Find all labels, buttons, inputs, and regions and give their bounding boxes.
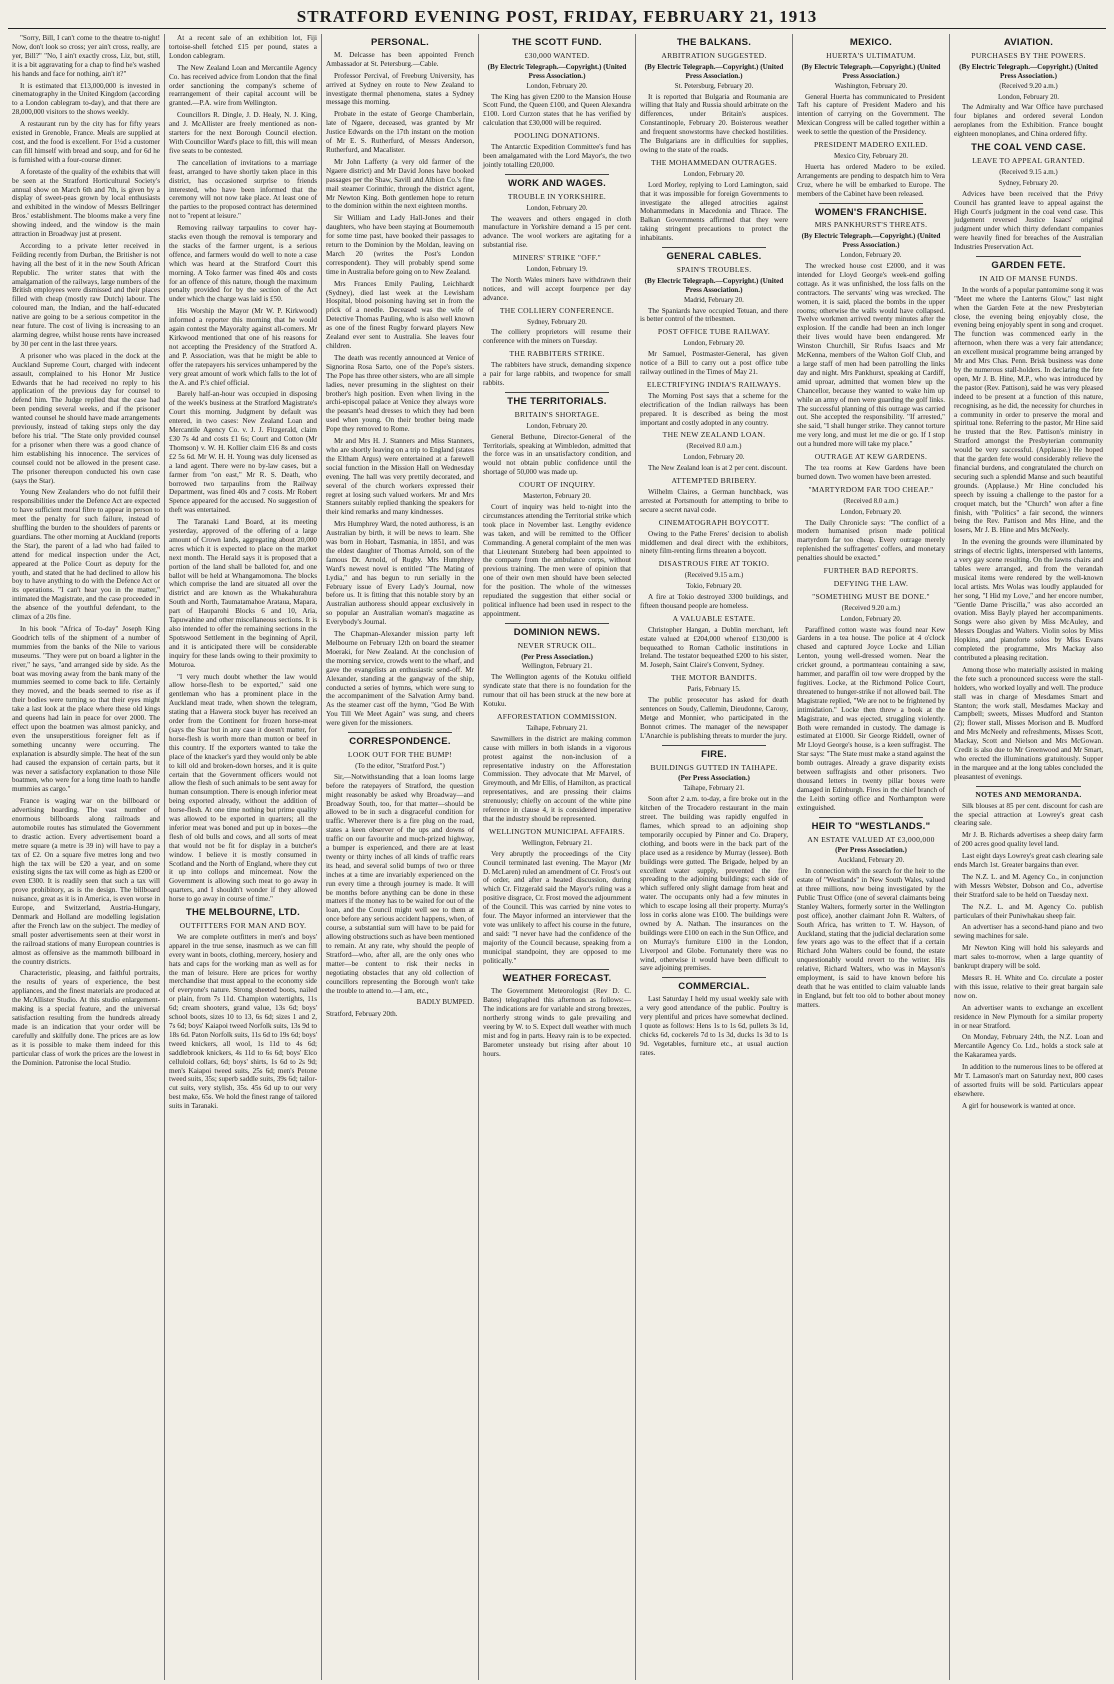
paragraph: Removing railway tarpaulins to cover hay-stacks even though the removal is temporary and the stacks of the farmer urgent, is a serious offence, and farmers would do well to note a case which was heard at the Stratford Court this morning. A Toko farmer was fined 40s and costs for an offence of this nature, though the maximum penalty provided for by the section of the Act under which the charge was laid is £50. xyxy=(169,224,317,304)
paragraph: France is waging war on the billboard or advertising hoarding. The vast number of enormous billboards along railroads and automobile routes has stimulated the Government to drastic action. Every advertisement board a metre square (a metre is 39 in) will have to pay a tax of £2. On a square five metres long and two high the tax will be £20 a year, and on some existing signs the tax will come as high as £200 or even £300. It is readily seen that such a tax will prove prohibitory, as is the design. The billboard nuisance, great as it is in America, is even worse in Europe, and Switzerland, Austria-Hungary, Denmark and Holland are modelling legislation after the French law on the subject. The medley of small poster advertisements seen at their worst in the railroad stations of many European countries is almost as offensive as the mammoth billboard in the country districts. xyxy=(12,797,160,966)
paragraph: A restaurant run by the city has for fifty years existed in Grenoble, France. Meals are supplied at cost, and the food is excellent. For 1½d a customer can fill himself with bread and soup, and for 6d he is furnished with a four-course dinner. xyxy=(12,120,160,164)
paragraph: Among those who materially assisted in making the fete such a pronounced success were the stall-holders, who worked loyally and well. The produce stall was in charge of Mesdames Smart and Stanton; the work stall, Mesdames Mackay and Campbell; sweets, Misses Mudford and Stanton (2); flower stall, Misses Morison and B. Mudford and Mrs McNeely and refreshments, Misses Scott, Mackay, Scott and Nielson and Mrs McGowan. Credit is also due to Mr Greenwood and Mr Smart, who erected the illuminations gratuitously. Supper in the marquee and at the long tables concluded the pleasantest of evenings. xyxy=(954,665,1103,781)
article-title: THE COLLIERY CONFERENCE. xyxy=(499,305,615,315)
paragraph: The wrecked house cost £2000, and it was intended for Lloyd George's week-end golfing cottage. As it was unfinished, the loss falls on the contractors. The servants' wing was wrecked. The women, it is said, placed the bombs in the upper rooms; otherwise the walls would have collapsed. Twelve workmen arrived twenty minutes after the explosion. If the candle had been an inch longer their lives would have been endangered. Mr Winston Churchill, Sir Rufus Isaacs and Mr McKenna, members of the Walton Golf Club, and a large staff of men had been patrolling the links day and night. Mrs Pankhurst, speaking at Cardiff, amid uproar, admitted that women blew up the Chancellor, because they wanted to wake him up while an army of men were guarding the golf links. The successful planning of this outrage was carried out. She accepted the responsibility. "If arrested," she said, "I shall hunger strike. They cannot torture me very long, and must let me die or go. If I stop out a hundred more will take my place." xyxy=(797,262,945,449)
paragraph: Soon after 2 a.m. to-day, a fire broke out in the kitchen of the Trocadero restaurant in the main street. The building was rapidly engulfed in flames, which spread to an adjoining shop temporarily occupied by Pinner and Co. Drapery, clothing, and boots were in the back part of the place used as a residence by Murray (lessee). Both buildings were gutted. The Brigade, helped by an excellent water supply, prevented the fire spreading to the adjoining buildings; each side of which suffered only slight damage from heat and water. The occupants only had a few minutes in which to escape losing all their property. Murray's loss in corks alone was £100. The buildings were owned by A. Nathan. The insurances on the buildings were £100 on each in the Sun Office, and on Murray's furniture £100 in the London, Liverpool and Globe. Fortunately there was no wind, otherwise it would have been difficult to save adjoining premises. xyxy=(640,795,788,973)
paragraph: The Taranaki Land Board, at its meeting yesterday, approved of the offering of a large amount of Crown lands, aggregating about 20,000 acres which it is expected to place on the market next month. The Herald says it is proposed that a portion of the land shall be balloted for, and one ballot will be held at Whangamomona. The blocks which comprise the land are situated all over the district and are known as the Whakahurahura South and North, Taumatamahoe Arataua, Mapara, part of Hauparohi Blocks 6 and 10, Aria, Tapuwahine and other miscellaneous sections. It is also intended to offer the remaining sections in the Spotswood Settlement in the beginning of April, and it is anticipated there will be considerable inquiry for these lands owing to their proximity to Moturoa. xyxy=(169,518,317,669)
dateline: London, February 20. xyxy=(840,614,902,623)
paragraph: Young New Zealanders who do not fulfil their responsibilities under the Defence Act are expected to have sufficient moral fibre to appear in person to meet the penalty for such failure, instead of shuffling the burden to the shoulders of parents or guardians. The other morning at Auckland (reports the Star), the parent of a lad who had failed to attend for medical inspection under the Act, appeared at the Police Court as deputy for the youth, and stated that he had declined to allow his boy to have anything to do with the Defence Act or its operations. "I can't hear you in the matter," intimated the Magistrate, and the case proceeded in the absence of the youthful defendant, to the climax of a 20s fine. xyxy=(12,488,160,622)
paragraph: It is reported that Bulgaria and Roumania are willing that Italy and Russia should arbitrate on the differences, under Britain's auspices. Constantinople, February 20. Boisterous weather and frequent snowstorms have checked hostilities. The Bulgarians are in difficulties for supplies, owing to the state of the roads. xyxy=(640,92,788,154)
section-heading: WEATHER FORECAST. xyxy=(502,973,612,985)
dateline: London, February 19. xyxy=(526,265,588,274)
note-item: Mr Newton King will hold his saleyards and mart sales to-morrow, when a large quantity of bankrupt drapery will be sold. xyxy=(954,944,1103,971)
article-title: HUERTA'S ULTIMATUM. xyxy=(826,50,916,60)
section-heading: HEIR TO "WESTLANDS." xyxy=(811,820,931,832)
article-title: LEAVE TO APPEAL GRANTED. xyxy=(972,155,1085,165)
divider xyxy=(348,732,452,733)
dateline: London, February 20. xyxy=(683,453,745,462)
note-item: An advertiser wants to exchange an excellent residence in New Plymouth for a similar property in or near Stratford. xyxy=(954,1003,1103,1030)
dateline: London, February 20. xyxy=(840,251,902,260)
divider xyxy=(976,256,1081,257)
divider xyxy=(976,786,1081,787)
note-item: Mr J. B. Richards advertises a sheep dairy farm of 200 acres good quality level land. xyxy=(954,831,1103,849)
note-item: In addition to the numerous lines to be offered at Mr T. Lamason's mart on Saturday next, 800 cases of assorted fruits will be sold. Particulars appear elsewhere. xyxy=(954,1063,1103,1098)
divider xyxy=(505,623,609,624)
section-heading: THE SCOTT FUND. xyxy=(512,37,602,48)
dateline: Wellington, February 21. xyxy=(521,662,593,671)
dateline: (Received 8.0 a.m.) xyxy=(843,496,899,505)
paragraph: Very abruptly the proceedings of the City Council terminated last evening. The Mayor (Mr D. McLaren) ruled an amendment of Cr. Frost's out of order, and after a heated discussion, during which Cr. Fitzgerald said the Mayor's ruling was a positive disgrace, Cr. Frost moved the adjournment of the Council. This was carried by nine votes to four. The Mayor informed an interviewer that the vote was unlikely to affect his course in the future, and said: "I never have had the confidence of the majority of the Council because, speaking from a municipal standpoint, they are opposed to me politically." xyxy=(483,849,631,965)
column-1 xyxy=(8,34,165,1680)
paragraph: The Morning Post says that a scheme for the electrification of the Indian railways has been prepared. It is described as being the most important and costly adopted in any country. xyxy=(640,391,788,427)
article-title: BUILDINGS GUTTED IN TAIHAPE. xyxy=(650,762,778,772)
dateline: (Received 9.20 a.m.) xyxy=(999,81,1058,90)
paragraph: Mr and Mrs H. J. Stanners and Miss Stanners, who are shortly leaving on a trip to England (states the Eltham Argus) were entertained at a farewell social function in the Mission Hall on Wednesday evening. The hall was very prettily decorated, and several of the church workers expressed their regret at losing such valued workers. Mr and Mrs Stanners suitably replied thanking the speakers for their kind remarks and many kindnesses. xyxy=(326,437,474,517)
section-heading: WOMEN'S FRANCHISE. xyxy=(814,206,928,218)
article-title: £30,000 WANTED. xyxy=(524,50,590,60)
paragraph: In his book "Africa of To-day" Joseph King Goodrich tells of the shipment of a number of mummies from the banks of the Nile to various museums. "They were put on board a lighter in the river," he says, "and arranged side by side. As the boat was moving away from the bank many of the mummies seemed to come back to life. Certainly they moved, and the beads seemed to rise as if their bodies were turning so that their eyes might take a last look at the place where these old kings and queens had lain in peace for over 2000. The effect upon the boatmen was almost panicky, and even the unsuperstitious foreigner felt as if something uncanny were occurring. The explanation is absurdly simple. The heat of the sun had caused the expansion of certain parts, but it was never a satisfactory explanation to those Nile boatmen, who were for a long time loath to handle mummies as cargo." xyxy=(12,625,160,794)
dateline: (Received 9.20 a.m.) xyxy=(841,603,901,612)
paragraph: Lord Morley, replying to Lord Lamington, said that it was impossible for foreign Governments to investigate the alleged atrocities against Mohammedans in Macedonia and Thrace. The Balkan Governments affirmed that they were taking stringent precautions to protect the inhabitants. xyxy=(640,180,788,243)
masthead: STRATFORD EVENING POST, FRIDAY, FEBRUARY 21, 1913 xyxy=(8,6,1106,29)
paragraph: Owing to the Pathe Freres' decision to abolish middlemen and deal direct with the exhibitors, ninety film-renting firms threaten a boycott. xyxy=(640,529,788,556)
paragraph: The weavers and others engaged in cloth manufacture in Yorkshire demand a 15 per cent. advance. The wool workers are agitating for a substantial rise. xyxy=(483,214,631,250)
dateline: St. Petersburg, February 20. xyxy=(674,81,754,90)
paragraph: Mrs Frances Emily Pauling, Leichhardt (Sydney), died last week at the Lewisham Hospital, blood poisoning having set in from the prick of a needle. Deceased was the wife of Detective Thomas Pauling, who is also well known as one of the finest Rugby forward players New Zealand ever sent to Australia. She leaves four children. xyxy=(326,279,474,350)
note-item: Silk blouses at 85 per cent. discount for cash are the special attraction at Lowrey's great cash clearing sale. xyxy=(954,801,1103,828)
article-title: DISASTROUS FIRE AT TOKIO. xyxy=(658,559,770,569)
dateline: (Received 8.0 a.m.) xyxy=(686,442,742,451)
dateline: Mexico City, February 20. xyxy=(833,151,908,160)
dateline: Madrid, February 20. xyxy=(684,295,744,304)
article-title: COURT OF INQUIRY. xyxy=(518,480,596,490)
article-title: DEFYING THE LAW. xyxy=(833,578,909,588)
section-heading: FIRE. xyxy=(701,748,727,760)
paragraph: Councillors R. Dingle, J. D. Healy, N. J. King, and J. McAllister are freely mentioned as non-starters for the next Borough Council election. With Councillor Ward's place to fill, this will mean five seats to be contested. xyxy=(169,111,317,155)
paragraph: The death was recently announced at Venice of Signorina Rosa Sarto, one of the Pope's sisters. The Pope has three other sisters, who are all simple ladies, never presuming in the slightest on their brother's high position. Even when living in the archi-episcopal palace at Venice they always wore the peasant's head dresses to which they had been used when young. On their brother being made Pope they removed to Rome. xyxy=(326,353,474,434)
byline: (By Electric Telegraph.—Copyright.) (United Press Association.) xyxy=(801,62,941,80)
paragraph: "I very much doubt whether the law would allow horse-flesh to be exported," said one gentleman who has a prominent place in the Auckland meat trade, when shown the telegram, stating that a Hawera stock buyer has received an order from the Continent for frozen horse-meat (says the Star but in any case it doesn't matter, for horse-flesh is worth more than mutton or beef in this country. If the exporters wanted to take the place of the knacker's yard they would only be able to kill old and broken-down horses, and it is quite certain that the Government officers would not allow the flesh of such animals to be sent away for human consumption. There is enough inferior meat being exported already, without the addition of horse-flesh. At one time nothing but prime quality was allowed to be exported in quarters; all the inferior meat was boned and put up in boxes—the flesh of old bulls and cows, and all sorts of meat that would not be fit for display in a butcher's window. I believe it is mostly consumed in Scotland and the North of England, where they cut it up into collops and mincemeat. Now the Government is allowing such meat to go away in quarters, and I shouldn't wonder if they allowed horse to go away in course of time." xyxy=(169,672,317,904)
paragraph: Mrs Humphrey Ward, the noted authoress, is an Australian by birth, it will be news to learn. She was born in Hobart, Tasmania, in 1851, and was the eldest daughter of Thomas Arnold, son of the famous Dr. Arnold, of Rugby. Mrs Humphrey Ward's newest novel is entitled "The Mating of Lydia," and has begun to run serially in the February issue of Every Lady's Journal, now before us. It is fitting that this notable story by an Australian authoress should appear exclusively in so popular an Australian woman's magazine as Everybody's Journal. xyxy=(326,520,474,627)
paragraph: Court of inquiry was held to-night into the circumstances attending the Territorial strike which took place in November last. Lengthy evidence was taken, and will be remitted to the Officer Commanding. A general complaint of the men was that Lieutenant Stuteberg had been appointed to the company from the ambulance corps, without previous training. The men were of opinion that one of their own men should have been selected for the position. The whole of the witnesses repudiated the suggestion that either social or political influence had been used in respect to the appointment. xyxy=(483,502,631,618)
paragraph: The tea rooms at Kew Gardens have been burned down. Two women have been arrested. xyxy=(797,463,945,481)
paragraph: Barely half-an-hour was occupied in disposing of the week's business at the Stratford Magistrate's Court this morning. Judgment by default was entered, in two cases: New Zealand Loan and Mercantile Agency Co. v. J. J. Fitzgerald, claim £30 7s 4d and costs £1 6s; Court and Cotton (Mr Thomson) v. W. H. Kollier claim £16 8s and costs £2 5s 6d. Mr W. H. H. Young was duly licensed as a land agent. There were no by-law cases, but a farmer from "on east," Mr R. S. Death, who borrowed two tarpaulins from the Railway Department, was fined 40s and 7 costs. Mr Robert Spence appeared for the accused. No suggestion of theft was entertained. xyxy=(169,390,317,515)
dateline: London, February 20. xyxy=(526,81,588,90)
paragraph: We are complete outfitters in men's and boys' apparel in the true sense, inasmuch as we can fill every want in boots, clothing, mercery, hosiery and hats and caps for the working man as well as for the man of leisure. Here are prices for worthy merchandise that must appeal to the economy side of everyone's nature. Strong sheeted boots, nailed or plain, from 7s 11d. Champion watertights, 11s 6d; cream shooters, grand value, 13s 6d; boys' school boots, sizes 10 to 13, 6s 6d; sizes 1 and 2, 7s 6d; boys' Kaiapoi tweed Norfolk suits, 13s 9d to 18s 6d. Paton Norfolk suits, 11s 6d to 19s 6d; boys' tweed knickers, all wool, 1s 11d to 4s 6d; saddlebrook knickers, 4s 11d to 6s 6d; boys' Elco celluloid collars, 6d; boys' shirts, 1s 6d to 2s 9d; men's Kaiapoi tweed suits, 25s 6d; men's Petone tweed suits, 35s; superb saddle suits, 39s 6d; tailor-cut suits, very stylish, 35s. 45s 6d up to our very best make, 65s. We hold the finest range of tailored suits in Taranaki. xyxy=(169,932,317,1111)
byline: (Per Press Association.) xyxy=(521,652,593,661)
dateline: London, February 20. xyxy=(840,507,902,516)
article-title: OUTRAGE AT KEW GARDENS. xyxy=(814,452,928,462)
paragraph: A foretaste of the quality of the exhibits that will be seen at the Stratford Horticultural Society's annual show on March 6th and 7th, is given by a display of sweet-peas grown by local enthusiasts and exhibited in the window of Messrs Bellringer Bros.' establishment. The blooms make a very fine showing indeed, and the window is the main attraction in Broadway just at present. xyxy=(12,167,160,239)
columns xyxy=(8,34,1106,1680)
paragraph: Sawmillers in the district are making common cause with millers in both islands in a vigorous protest against the non-inclusion of a representative industry on the Afforestation Commission. They advocate that Mr Marvel, of Greymouth, and Mr Ellis, of Hamilton, as practical representatives, and are pressing their claims strenuously; chiefly on account of the white pine reference in clause 4, it is considered imperative that the industry should be represented. xyxy=(483,734,631,823)
article-title: IN AID OF MANSE FUNDS. xyxy=(979,273,1078,283)
paragraph: Mr John Lafferty (a very old farmer of the Ngaere district) and Mr David Jones have booked passages per the Shaw, Savill and Albion Co.'s fine mail steamer Corinthic, through the district agent, Mr Newton King. Both gentlemen hope to return to the dominion within the next eighteen months. xyxy=(326,157,474,211)
paragraph: Probate in the estate of George Chamberlain, late of Ngaere, deceased, was granted by Mr Justice Edwards on the 17th instant on the motion of Mr E. S. Rutherfurd, of Messrs Anderson, Rutherfurd, and Macalister. xyxy=(326,110,474,154)
byline: (By Electric Telegraph.—Copyright.) (United Press Association.) xyxy=(644,276,784,294)
divider xyxy=(505,174,609,175)
paragraph: Paraffined cotton waste was found near Kew Gardens in a tea house. The police at 4 o'clock chased and captured Joyce Locke and Lilian Lenton, young well-dressed women. Near the cricket ground, a portmanteau containing a saw, hammer, and paraffin oil tow were dropped by the fugitives. Locke, at the Richmond Police Court, threatened to hunger-strike if not allowed bail. The Magistrate replied, "We are not to be frightened by intimidation." Locke then threw a book at the Magistrate, and was ejected, struggling violently. Both were remanded in custody. The damage is estimated at £1000. Sir George Riddell, owner of Mr Lloyd George's house, is a keen suffragist. The Star says: "The State must make a stand against the bomb outrages. Already a grave disparity exists between suffragists and other prisoners. Two thousand letters in twenty pillar boxes were damaged in Edinburgh. Fires in the chief branch of the Leith sorting office and Northampton were extinguished. xyxy=(797,625,945,812)
paragraph: The rabbiters have struck, demanding sixpence a pair for large rabbits, and twopence for small rabbits. xyxy=(483,361,631,387)
paragraph: Wilhelm Claires, a German hunchback, was arrested at Portsmouth for attempting to bribe to secure a secret naval code. xyxy=(640,487,788,514)
column-7 xyxy=(950,34,1107,1680)
letter-signature: BADLY BUMPED. xyxy=(416,998,474,1007)
dateline: London, February 20. xyxy=(526,421,588,430)
dateline: Paris, February 15. xyxy=(687,685,741,694)
article-title: POOLING DONATIONS. xyxy=(514,131,600,141)
article-title: PURCHASES BY THE POWERS. xyxy=(971,50,1086,60)
paragraph: In the words of a popular pantomime song it was "Meet me where the Lanterns Glow," last night when the Garden Fete at the new Presbyterian close, the evening being enjoyably close, the evening being enjoyably spent in song and croquet. The function was commenced early in the afternoon, when there was a very fair attendance; an excellent musical programme being arranged by Mr and Mrs Chas. Penn. Brisk business was done by the numerous stall-holders. In declaring the fete open, Mr J. B. Hine, M.P., who was introduced by the pastor (Rev. Pattison), said he was very pleased indeed to be present at a function of this nature, recognising, as he did, the necessity for churches in a community in order to preserve the moral and spiritual tone. Referring to the pastor, Mr Hine said he trusted that the Rev. Pattison's ministry in Stratford amongst the Presbyterian community would be very successful. (Applause.) He hoped that the garden fete would considerably relieve the financial burdens, and congratulated the church on securing such a splendid Manse and such beautiful grounds. (Applause.) Mr Hine concluded his speech by issuing a challenge to the pastor for a croquet match, but the "Church" won after a fine finish, with "Politics" a fair second, the winners being the Rev. Pattison and Mrs Hine, and the losers, Mr J. B. Hine and Mrs McNeely. xyxy=(954,285,1103,535)
paragraph: Sir William and Lady Hall-Jones and their daughters, who have been staying at Bournemouth for some time past, have booked their passages to return to the Dominion by the Moldan, leaving on March 20 (writes the Post's London correspondent). They will probably spend some time in Australia before going on to New Zealand. xyxy=(326,214,474,276)
byline: (By Electric Telegraph.—Copyright.) (United Press Association.) xyxy=(487,62,627,80)
paragraph: Professor Percival, of Freeburg University, has arrived at Sydney en route to New Zealand to investigate thermal phenomena, states a Sydney message this morning. xyxy=(326,71,474,107)
dateline: (Received 9.15 a.m.) xyxy=(684,571,744,580)
article-title: MRS PANKHURST'S THREATS. xyxy=(814,220,928,230)
note-item: Last eight days Lowrey's great cash clearing sale ends March 1st. Greater bargains than ever. xyxy=(954,852,1103,870)
article-title: CINEMATOGRAPH BOYCOTT. xyxy=(658,517,770,527)
article-title: NEVER STRUCK OIL. xyxy=(517,640,597,650)
dateline: Sydney, February 20. xyxy=(998,178,1059,187)
divider xyxy=(819,817,923,818)
dateline: London, February 20. xyxy=(683,339,745,348)
note-item: An advertiser has a second-hand piano and two sewing machines for sale. xyxy=(954,923,1103,941)
note-item: The N.Z. L. and M. Agency Co., in conjunction with Messrs Webster, Dobson and Co., advertise their Stratford sale to be held on Tuesday next. xyxy=(954,872,1103,899)
dateline: Washington, February 20. xyxy=(834,81,908,90)
article-title: WELLINGTON MUNICIPAL AFFAIRS. xyxy=(489,826,625,836)
dateline: Taihape, February 21. xyxy=(526,723,588,732)
section-heading: THE COAL VEND CASE. xyxy=(971,142,1086,154)
note-item: Messrs R. H. White and Co. circulate a poster with this issue, relative to their great bargain sale now on. xyxy=(954,974,1103,1000)
article-title: LOOK OUT FOR THE BUMP! xyxy=(347,749,453,759)
paragraph: It is estimated that £13,000,000 is invested in cinematography in the United Kingdom (according to a London cablegram to-day), and that there are 28,000,000 visitors to the shows weekly. xyxy=(12,81,160,117)
divider xyxy=(662,977,766,978)
article-title: ARBITRATION SUGGESTED. xyxy=(661,50,767,60)
article-title: THE RABBITERS STRIKE. xyxy=(509,349,605,359)
section-heading: DOMINION NEWS. xyxy=(513,626,601,638)
section-heading: NOTES AND MEMORANDA. xyxy=(975,789,1082,799)
dateline: Sydney, February 20. xyxy=(527,317,587,326)
paragraph: The Spaniards have occupied Tetuan, and there is better control of the tribesmen. xyxy=(640,306,788,324)
divider xyxy=(819,203,923,204)
dateline: London, February 20. xyxy=(683,169,745,178)
article-title: THE MOHAMMEDAN OUTRAGES. xyxy=(651,157,777,167)
article-title: MINERS' STRIKE "OFF." xyxy=(512,253,602,263)
byline: (By Electric Telegraph.—Copyright.) (United Press Association.) xyxy=(801,232,941,250)
paragraph: General Bethune, Director-General of the Territorials, speaking at Wimbledon, admitted that the force was in an unsatisfactory condition, and would not obtain public confidence until the shortage of 50,000 was made up. xyxy=(483,432,631,477)
column-4 xyxy=(479,34,636,1680)
note-item: On Monday, February 24th, the N.Z. Loan and Mercantile Agency Co. Ltd., holds a stock sale at the Kakaramea yards. xyxy=(954,1033,1103,1060)
paragraph: Mr Samuel, Postmaster-General, has given notice of a Bill to carry out a post office tube railway outlined in the Times of May 21. xyxy=(640,350,788,376)
dateline: (Received 9.15 a.m.) xyxy=(999,167,1058,176)
section-heading: MEXICO. xyxy=(849,37,893,48)
section-heading: CORRESPONDENCE. xyxy=(349,736,451,748)
paragraph: A prisoner who was placed in the dock at the Auckland Supreme Court, charged with indecent assault, complained to his Honor Mr Justice Edwards that he had received no reply to his application of the previous day for counsel to defend him. The Judge replied that the case had been pending several weeks, and if the prisoner wanted counsel he should have made arrangements previously, instead of taking steps only the day before his trial. "The State only provided counsel for a prisoner when there was a good chance of him establishing his innocence. The services of counsel could not be allowed in the present case. The prisoner thereupon conducted his own case (says the Star). xyxy=(12,351,160,485)
dateline: London, February 20. xyxy=(997,92,1060,101)
paragraph: The Admiralty and War Office have purchased four biplanes and ordered several London aeroplanes from the Exhibition. France bought eighteen monoplanes, and China ordered fifty. xyxy=(954,103,1103,139)
divider xyxy=(505,392,609,393)
paragraph: Huerta has ordered Madero to be exiled. Arrangements are pending to despatch him to Vera Cruz, where he will be embarked to Europe. The members of the Cabinet have been released. xyxy=(797,162,945,198)
dateline: Masterton, February 20. xyxy=(523,492,591,501)
section-heading: GARDEN FETE. xyxy=(991,260,1066,272)
paragraph: According to a private letter received in Feilding recently from Durban, the Britisher is not having all the best of it in the new South African Republic. The writer states that with the amalgamation of the railways, large numbers of the British employees were dismissed and their places filled with cheap (mostly raw Dutch) labour. The coloured man, the Indian, and the half-educated native are going to be a serious competitor in the near future. The cost of living is increasing to an alarming degree, whilst house rents have increased by 30 per cent in the last three years. xyxy=(12,241,160,348)
dateline: Tokio, February 20. xyxy=(686,582,742,591)
letter-date: Stratford, February 20th. xyxy=(326,1010,398,1019)
column-2 xyxy=(165,34,322,1680)
byline: (By Electric Telegraph.—Copyright.) (United Press Association.) xyxy=(959,62,1098,80)
divider xyxy=(662,247,766,248)
section-heading: THE BALKANS. xyxy=(676,37,752,48)
paragraph: A fire at Tokio destroyed 3300 buildings, and fifteen thousand people are homeless. xyxy=(640,593,788,610)
paragraph: The Wellington agents of the Kotuku oilfield syndicate state that there is no foundation for the rumour that oil has been struck at the new bore at Kotuku. xyxy=(483,673,631,709)
article-title: A VALUABLE ESTATE. xyxy=(672,613,756,623)
paragraph: The Chapman-Alexander mission party left Melbourne on February 12th on board the steamer Moeraki, for New Zealand. At the conclusion of the morning service, crowds went to the wharf, and gave the evangelists an enthusiastic send-off. Mr Alexander, standing at the gangway of the ship, conducted a series of hymns, which were sung to the accompaniment of the Salvation Army band. As the steamer cast off the hymn, "God Be With You Till We Meet Again" was sung, and cheers were given for the missioners. xyxy=(326,630,474,728)
byline: (Per Press Association.) xyxy=(678,774,750,783)
paragraph: The King has given £200 to the Mansion House Scott Fund, the Queen £100, and Queen Alexandra £100. Lord Curzon states that he has verified by calculation that £30,000 will be required. xyxy=(483,92,631,128)
section-heading: WORK AND WAGES. xyxy=(507,177,607,189)
paragraph: General Huerta has communicated to President Taft his capture of President Madero and his intention of carrying on the Government. The Mexican Congress will be called together within a week to settle the question of the Presidency. xyxy=(797,92,945,137)
paragraph: "Sorry, Bill, I can't come to the theatre to-night! Now, don't look so cross; yer ain't cross, really, are yer, Bill?" "No, I ain't exactly cross, Liz, but, still, it is a bit aggravating for a chap to find he's washed his hands and face for nothing, ain't it?" xyxy=(12,34,160,78)
article-title: BRITAIN'S SHORTAGE. xyxy=(514,409,600,419)
byline: (Per Press Association.) xyxy=(835,846,907,855)
article-title: POST OFFICE TUBE RAILWAY. xyxy=(657,327,771,337)
divider xyxy=(505,969,609,970)
article-title: ELECTRIFYING INDIA'S RAILWAYS. xyxy=(646,379,782,389)
paragraph: The Government Meteorologist (Rev D. C. Bates) telegraphed this afternoon as follows:— The indications are for variable and strong breezes, northerly strong winds to gale prevailing and veering by W. to S. Expect dull weather with much mist and fog in parts. Heavy rain is to be expected. Barometer unsteady but rising after about 10 hours. xyxy=(483,987,631,1058)
paragraph: The North Wales miners have withdrawn their notices, and will accept fourpence per day advance. xyxy=(483,275,631,302)
paragraph: M. Delcasse has been appointed French Ambassador at St. Petersburg.—Cable. xyxy=(326,50,474,68)
paragraph: His Worship the Mayor (Mr W. P. Kirkwood) informed a reporter this morning that he would again contest the Mayoralty against all-comers. Mr Kirkwood mentioned that one of his reasons for not accepting the Presidency of the Stratford A. and P. Association, was that he might be able to offer the ratepayers his services unhampered by the very great amount of work which falls to the lot of the A. and P.'s chief official. xyxy=(169,307,317,387)
article-title: "MARTYRDOM FAR TOO CHEAP." xyxy=(808,484,934,494)
article-title: THE NEW ZEALAND LOAN. xyxy=(662,430,766,440)
section-heading: PERSONAL. xyxy=(370,37,430,48)
byline: (By Electric Telegraph.—Copyright.) (United Press Association.) xyxy=(644,62,784,80)
section-heading: THE TERRITORIALS. xyxy=(507,395,607,407)
article-title: SPAIN'S TROUBLES. xyxy=(676,264,752,274)
article-title: ATTEMPTED BRIBERY. xyxy=(671,476,757,486)
section-heading: AVIATION. xyxy=(1003,37,1054,48)
dateline: London, February 20. xyxy=(526,203,588,212)
paragraph: Last Saturday I held my usual weekly sale with a very good attendance of the public. Poultry is very plentiful and prices have somewhat declined. I quote as follows: Hens 1s to 1s 6d, pullets 3s 1d, chicks 6d, cockerels 7d to 1s 3d, ducks 1s 3d to 1s 9d. Vegetables, furniture etc., at usual auction rates. xyxy=(640,995,788,1057)
paragraph: The colliery proprietors will resume their conference with the miners on Tuesday. xyxy=(483,328,631,346)
dateline: Taihape, February 21. xyxy=(683,784,745,793)
section-heading: THE MELBOURNE, LTD. xyxy=(185,907,301,919)
dateline: Wellington, February 21. xyxy=(521,838,593,847)
dateline: Auckland, February 20. xyxy=(837,856,905,865)
column-3 xyxy=(322,34,479,1680)
article-title: AFFORESTATION COMMISSION. xyxy=(497,712,617,721)
letter-salutation: (To the editor, "Stratford Post.") xyxy=(355,761,445,770)
section-heading: COMMERCIAL. xyxy=(678,981,750,993)
article-title: FURTHER BAD REPORTS. xyxy=(823,566,919,576)
paragraph: In the evening the grounds were illuminated by strings of electric lights, interspersed with lanterns, a very gay scene resulting. On the lawns chairs and tables were arranged, and from the verandah musical items were rendered by the well-known local artists. Mrs Wolas was loudly applauded for her song, "I Hid my Love," and her encore number, "Gentle Dame Priscilla," was also accorded an ovation. Miss Bayly played her accompaniments. Songs were also given by Miss McAuley, and Messrs Douglas and Walters. Violin solos by Miss Hopkins, and pianoforte solos by Miss Evans completed the programme, Mrs Mackay also contributed a pleasing recitation. xyxy=(954,538,1103,662)
paragraph: In connection with the search for the heir to the estate of "Westlands" in New South Wales, valued at three millions, now being investigated by the Public Trust Office (one of several claimants being Stanley Walters, formerly sorter in the Wellington post office), another claimant John R. Walters, of South Africa, has written to T. W. Hayson, of Auckland, stating that the judicial declaration some few years ago was to the effect that if a certain Richard John Walters could be found, the estate unquestionably would revert to the writer. His relative, Richard Walters, who was in Mayson's employment, is said to have known before his death that he was entitled to claim valuable lands in England, but felt too old to bother about money matters. xyxy=(797,867,945,1009)
column-6 xyxy=(793,34,950,1680)
paragraph: The public prosecutor has asked for death sentences on Soudy, Callemin, Dieudonne, Carouy, Metge and Monnier, who participated in the Bonnot crimes. The manager of the newspaper L'Anarchie is publishing threats to murder the jury. xyxy=(640,696,788,740)
column-5 xyxy=(636,34,793,1680)
section-heading: GENERAL CABLES. xyxy=(666,251,762,263)
paragraph: The New Zealand Loan and Mercantile Agency Co. has received advice from London that the final order sanctioning the company's scheme of rearrangement of their capital account will be granted.—P.A. wire from Wellington. xyxy=(169,63,317,108)
paragraph: Sir,—Notwithstanding that a loan looms large before the ratepayers of Stratford, the question might reasonably be asked why Broadway—and Broadway South, too, for that matter—should be allowed to be in such a disgraceful condition for traffic. Wherever there is a fire plug on the road, states a keen observer of the ups and downs of traffic on our favourite and much-prized highway, a bumper is experienced, and there are at least twenty or thirty inches of all kinds of traffic rears its head, and several solid bumps of two or three inches at a time are invariably experienced on the run every time a through journey is made. It will be months before anything can be done in these matters if the money has to be waited for out of the loan, and the Council might well see to them at once before any serious accident happens, when, of course, a substantial sum will have to be paid for allowing obstructions such as have been mentioned to remain. At any rate, why should the people of Stratford—who, after all, are the only ones who matter—be content to risk their necks in negotiating obstacles that any old collection of councillors representing the Borough won't take the trouble to attend to.—I am, etc., xyxy=(326,772,474,995)
paragraph: Characteristic, pleasing, and faithful portraits, the results of years of experience, the best appliances, and the finest materials are produced at the McAllister Studio. At this studio enlargement-making is a special feature, and the universal satisfaction resulting from the hundreds already made is an indication that your order will be carefully and skilfully done. The prices are as low as it is possible to make them indeed for this particular class of work the prices are the lowest in the Dominion. Patronise the local Studio. xyxy=(12,969,160,1067)
note-item: A girl for housework is wanted at once. xyxy=(962,1101,1076,1110)
article-title: OUTFITTERS FOR MAN AND BOY. xyxy=(179,921,307,930)
article-title: AN ESTATE VALUED AT £3,000,000 xyxy=(807,834,935,844)
paragraph: The New Zealand loan is at 2 per cent. discount. xyxy=(648,464,788,473)
article-title: PRESIDENT MADERO EXILED. xyxy=(813,140,928,150)
paragraph: Christopher Hangan, a Dublin merchant, left estate valued at £204,000 whereof £130,000 is bequeathed to Roman Catholic institutions in Ireland. The testator bequeathed £200 to his sister, M. Joseph, Saint Claire's Convent, Sydney. xyxy=(640,625,788,670)
paragraph: At a recent sale of an exhibition lot, Fiji tortoise-shell fetched £15 per pound, states a London cablegram. xyxy=(169,34,317,60)
paragraph: The Daily Chronicle says: "The conflict of a modern humanised prison made political martyrdom far too cheap. Every outrage merely replenished the suffragettes' coffers, and monetary penalties should be exacted." xyxy=(797,518,945,563)
article-title: THE MOTOR BANDITS. xyxy=(670,673,758,683)
note-item: The N.Z. L. and M. Agency Co. publish particulars of their Puniwhakau sheep fair. xyxy=(954,902,1103,920)
article-title: TROUBLE IN YORKSHIRE. xyxy=(507,191,607,201)
paragraph: The cancellation of invitations to a marriage feast, arranged to have shortly taken place in this district, has occasioned surprise to friends interested, who have been informed that the ceremony will not now take place. At least one of the parties to the proposed contract has determined not to "repent at leisure." xyxy=(169,158,317,221)
paragraph: Advices have been received that the Privy Council has granted leave to appeal against the High Court's judgment in the coal vend case. This judgement reversed Justice Isaacs' original judgment under which thirty defendant companies were heavily fined for breaches of the Australian Industries Preservation Act. xyxy=(954,189,1103,252)
article-title: "SOMETHING MUST BE DONE." xyxy=(812,591,930,601)
divider xyxy=(662,745,766,746)
paragraph: The Antarctic Expedition Committee's fund has been amalgamated with the Lord Mayor's, the two jointly totalling £20,000. xyxy=(483,143,631,169)
